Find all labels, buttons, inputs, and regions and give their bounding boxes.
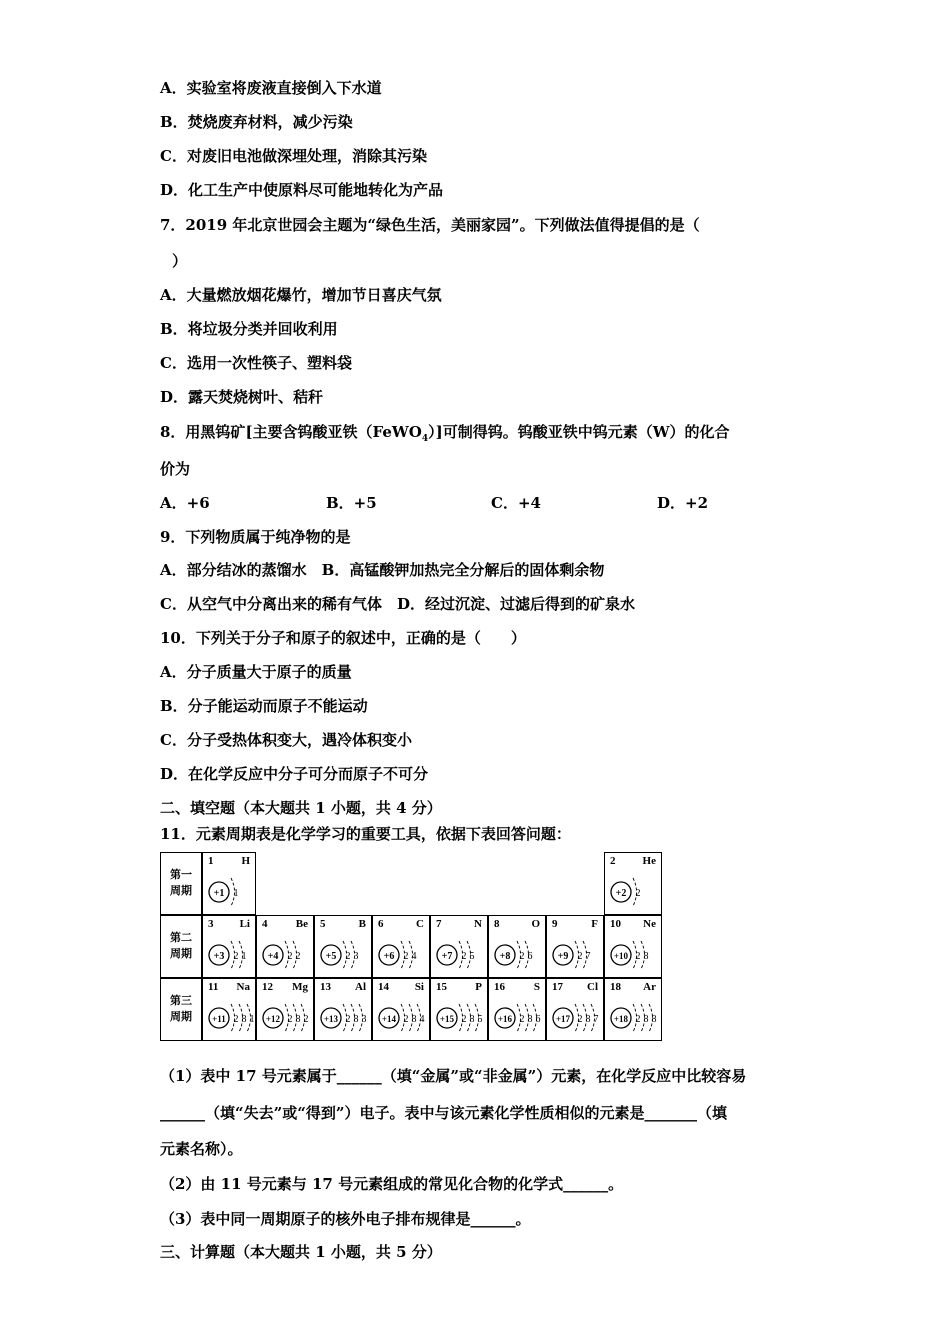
- period-label-1: [160, 852, 202, 915]
- shell-electron-count: 6: [527, 951, 533, 962]
- element-symbol: H: [241, 855, 250, 867]
- atomic-number: 7: [436, 918, 442, 930]
- shell-electron-count: 6: [535, 1014, 541, 1025]
- q7-option-d: D．露天焚烧树叶、秸秆: [160, 388, 324, 406]
- element-cell-li: [202, 915, 256, 978]
- shell-electron-count: 2: [287, 1014, 293, 1025]
- atomic-number: 8: [494, 918, 500, 930]
- q8-stem: [160, 421, 730, 444]
- atomic-number: 4: [262, 918, 268, 930]
- atom-structure-diagram: [434, 996, 486, 1038]
- nuclear-charge: +1: [213, 888, 225, 899]
- q11-sub3: （3）表中同一周期原子的核外电子排布规律是______。: [160, 1210, 531, 1228]
- atomic-number: 5: [320, 918, 326, 930]
- q10-stem: 10．下列关于分子和原子的叙述中，正确的是（ ）: [160, 629, 526, 647]
- atomic-number: 14: [378, 981, 389, 993]
- shell-electron-count: 3: [353, 951, 359, 962]
- period-label-text: 周期: [170, 884, 192, 897]
- period-label-text: 第三: [170, 994, 192, 1007]
- element-symbol: Cl: [587, 981, 598, 993]
- shell-electron-count: 2: [233, 1014, 239, 1025]
- q7-option-a: A．大量燃放烟花爆竹，增加节日喜庆气氛: [160, 286, 442, 304]
- nuclear-charge: +3: [213, 951, 225, 962]
- q6-option-a: A．实验室将废液直接倒入下水道: [160, 79, 382, 97]
- shell-electron-count: 2: [295, 951, 301, 962]
- shell-electron-count: 1: [241, 951, 247, 962]
- q9-options-line2: C．从空气中分离出来的稀有气体 D．经过沉淀、过滤后得到的矿泉水: [160, 595, 635, 613]
- element-symbol: P: [475, 981, 482, 993]
- element-cell-ne: [604, 915, 662, 978]
- shell-electron-count: 2: [519, 1014, 525, 1025]
- shell-electron-count: 2: [577, 1014, 583, 1025]
- period-label-text: 第一: [170, 868, 192, 881]
- atomic-number: 17: [552, 981, 563, 993]
- nuclear-charge: +14: [381, 1014, 397, 1024]
- element-symbol: O: [531, 918, 540, 930]
- atom-structure-diagram: [492, 996, 544, 1038]
- shell-electron-count: 2: [519, 951, 525, 962]
- shell-electron-count: 2: [461, 1014, 467, 1025]
- element-symbol: Be: [295, 918, 308, 930]
- atom-structure-diagram: [492, 933, 544, 975]
- element-symbol: B: [358, 918, 366, 930]
- shell-electron-count: 8: [295, 1014, 301, 1025]
- q7-option-c: C．选用一次性筷子、塑料袋: [160, 354, 352, 372]
- q7-stem: 7．2019 年北京世园会主题为“绿色生活，美丽家园”。下列做法值得提倡的是（: [160, 216, 700, 234]
- q10-option-a: A．分子质量大于原子的质量: [160, 663, 352, 681]
- element-symbol: C: [416, 918, 424, 930]
- shell-electron-count: 7: [585, 951, 591, 962]
- atom-structure-diagram: [376, 996, 428, 1038]
- q8-option-c: C．+4: [491, 494, 541, 512]
- element-symbol: N: [474, 918, 482, 930]
- atomic-number: 12: [262, 981, 273, 993]
- q8-option-d: D．+2: [657, 494, 709, 512]
- q8-stem-part-a: 8．用黑钨矿[主要含钨酸亚铁（FeWO: [160, 423, 422, 441]
- shell-electron-count: 8: [241, 1014, 247, 1025]
- atomic-number: 11: [208, 981, 219, 993]
- nuclear-charge: +5: [325, 951, 337, 962]
- period-label-text: 第二: [170, 931, 192, 944]
- atom-structure-diagram: [260, 933, 312, 975]
- q6-option-c: C．对废旧电池做深埋处理，消除其污染: [160, 147, 427, 165]
- atomic-number: 9: [552, 918, 558, 930]
- nuclear-charge: +17: [555, 1014, 571, 1024]
- shell-electron-count: 4: [419, 1014, 425, 1025]
- element-symbol: F: [591, 918, 598, 930]
- q6-option-b: B．焚烧废弃材料，减少污染: [160, 113, 353, 131]
- q8-option-b: B．+5: [326, 494, 377, 512]
- shell-electron-count: 8: [411, 1014, 417, 1025]
- q11-sub1-line1: （1）表中 17 号元素属于______（填“金属”或“非金属”）元素，在化学反应中比较容易: [160, 1067, 747, 1085]
- element-cell-o: [488, 915, 546, 978]
- element-symbol: Mg: [292, 981, 308, 993]
- element-cell-b: [314, 915, 372, 978]
- q11-stem: 11．元素周期表是化学学习的重要工具，依据下表回答问题：: [160, 825, 571, 843]
- atom-structure-diagram: [318, 996, 370, 1038]
- shell-electron-count: 4: [411, 951, 417, 962]
- element-cell-cl: [546, 978, 604, 1041]
- nuclear-charge: +2: [615, 888, 627, 899]
- atomic-number: 6: [378, 918, 384, 930]
- atomic-number: 16: [494, 981, 505, 993]
- shell-electron-count: 2: [345, 951, 351, 962]
- q8-options: [160, 492, 760, 512]
- nuclear-charge: +16: [497, 1014, 513, 1024]
- shell-electron-count: 8: [469, 1014, 475, 1025]
- q11-sub2: （2）由 11 号元素与 17 号元素组成的常见化合物的化学式______。: [160, 1175, 624, 1193]
- element-symbol: S: [533, 981, 540, 993]
- section-3-heading: 三、计算题（本大题共 1 小题，共 5 分）: [160, 1243, 442, 1261]
- nuclear-charge: +13: [323, 1014, 339, 1024]
- shell-electron-count: 8: [643, 1014, 649, 1025]
- q9-stem: 9．下列物质属于纯净物的是: [160, 528, 351, 546]
- nuclear-charge: +11: [212, 1014, 226, 1024]
- element-cell-be: [256, 915, 314, 978]
- q8-stem-subscript: 4: [421, 434, 429, 444]
- q8-stem-part-b: ）]可制得钨。钨酸亚铁中钨元素（W）的化合: [428, 423, 730, 441]
- atomic-number: 15: [436, 981, 447, 993]
- shell-electron-count: 5: [477, 1014, 483, 1025]
- q7-stem-end: ）: [172, 252, 188, 270]
- element-cell-na: [202, 978, 256, 1041]
- atom-structure-diagram: [206, 996, 254, 1038]
- element-symbol: Ar: [643, 981, 656, 993]
- element-symbol: He: [642, 855, 656, 867]
- atom-structure-diagram: [206, 870, 254, 912]
- shell-electron-count: 2: [577, 951, 583, 962]
- element-cell-s: [488, 978, 546, 1041]
- period-label-2: [160, 915, 202, 978]
- shell-electron-count: 8: [643, 951, 649, 962]
- nuclear-charge: +6: [383, 951, 395, 962]
- shell-electron-count: 2: [635, 888, 641, 899]
- atom-structure-diagram: [608, 996, 660, 1038]
- shell-electron-count: 8: [527, 1014, 533, 1025]
- period-label-3: [160, 978, 202, 1041]
- q6-option-d: D．化工生产中使原料尽可能地转化为产品: [160, 181, 444, 199]
- shell-electron-count: 2: [403, 1014, 409, 1025]
- element-symbol: Ne: [643, 918, 656, 930]
- shell-electron-count: 2: [635, 1014, 641, 1025]
- nuclear-charge: +18: [613, 1014, 629, 1024]
- shell-electron-count: 1: [233, 888, 239, 899]
- atom-structure-diagram: [260, 996, 312, 1038]
- shell-electron-count: 2: [461, 951, 467, 962]
- nuclear-charge: +4: [267, 951, 279, 962]
- nuclear-charge: +7: [441, 951, 453, 962]
- shell-electron-count: 2: [403, 951, 409, 962]
- element-cell-mg: [256, 978, 314, 1041]
- atom-structure-diagram: [318, 933, 370, 975]
- q11-sub1-line3: 元素名称）。: [160, 1140, 243, 1158]
- element-symbol: Si: [414, 981, 424, 993]
- q8-stem-continued: 价为: [160, 460, 191, 478]
- shell-electron-count: 2: [233, 951, 239, 962]
- atomic-number: 2: [610, 855, 616, 867]
- atomic-number: 18: [610, 981, 621, 993]
- q9-options-line1: A．部分结冰的蒸馏水 B．高锰酸钾加热完全分解后的固体剩余物: [160, 561, 605, 579]
- atom-structure-diagram: [376, 933, 428, 975]
- q7-option-b: B．将垃圾分类并回收利用: [160, 320, 338, 338]
- element-cell-h: [202, 852, 256, 915]
- shell-electron-count: 2: [345, 1014, 351, 1025]
- atom-structure-diagram: [434, 933, 486, 975]
- nuclear-charge: +15: [439, 1014, 455, 1024]
- element-cell-p: [430, 978, 488, 1041]
- element-cell-he: [604, 852, 662, 915]
- atomic-number: 10: [610, 918, 621, 930]
- nuclear-charge: +10: [613, 951, 629, 961]
- nuclear-charge: +12: [265, 1014, 281, 1024]
- q8-option-a: A．+6: [160, 494, 210, 512]
- atom-structure-diagram: [206, 933, 254, 975]
- period-label-text: 周期: [170, 947, 192, 960]
- period-label-text: 周期: [170, 1010, 192, 1023]
- atom-structure-diagram: [608, 933, 660, 975]
- shell-electron-count: 2: [303, 1014, 309, 1025]
- element-symbol: Li: [239, 918, 250, 930]
- q11-sub1-line2: ______（填“失去”或“得到”）电子。表中与该元素化学性质相似的元素是_______（填: [160, 1104, 728, 1122]
- element-cell-si: [372, 978, 430, 1041]
- nuclear-charge: +9: [557, 951, 569, 962]
- element-cell-f: [546, 915, 604, 978]
- element-cell-n: [430, 915, 488, 978]
- atom-structure-diagram: [550, 933, 602, 975]
- q10-option-d: D．在化学反应中分子可分而原子不可分: [160, 765, 429, 783]
- atom-structure-diagram: [608, 870, 660, 912]
- nuclear-charge: +8: [499, 951, 511, 962]
- shell-electron-count: 8: [651, 1014, 657, 1025]
- element-cell-c: [372, 915, 430, 978]
- shell-electron-count: 3: [361, 1014, 367, 1025]
- section-2-heading: 二、填空题（本大题共 1 小题，共 4 分）: [160, 799, 442, 817]
- atom-structure-diagram: [550, 996, 602, 1038]
- shell-electron-count: 8: [585, 1014, 591, 1025]
- q10-option-c: C．分子受热体积变大，遇冷体积变小: [160, 731, 412, 749]
- shell-electron-count: 2: [635, 951, 641, 962]
- element-cell-ar: [604, 978, 662, 1041]
- shell-electron-count: 8: [353, 1014, 359, 1025]
- shell-electron-count: 7: [593, 1014, 599, 1025]
- shell-electron-count: 2: [287, 951, 293, 962]
- atomic-number: 1: [208, 855, 214, 867]
- atomic-number: 3: [208, 918, 214, 930]
- element-symbol: Al: [355, 981, 366, 993]
- shell-electron-count: 5: [469, 951, 475, 962]
- atomic-number: 13: [320, 981, 331, 993]
- q10-option-b: B．分子能运动而原子不能运动: [160, 697, 368, 715]
- element-cell-al: [314, 978, 372, 1041]
- element-symbol: Na: [236, 981, 250, 993]
- shell-electron-count: 1: [249, 1014, 254, 1025]
